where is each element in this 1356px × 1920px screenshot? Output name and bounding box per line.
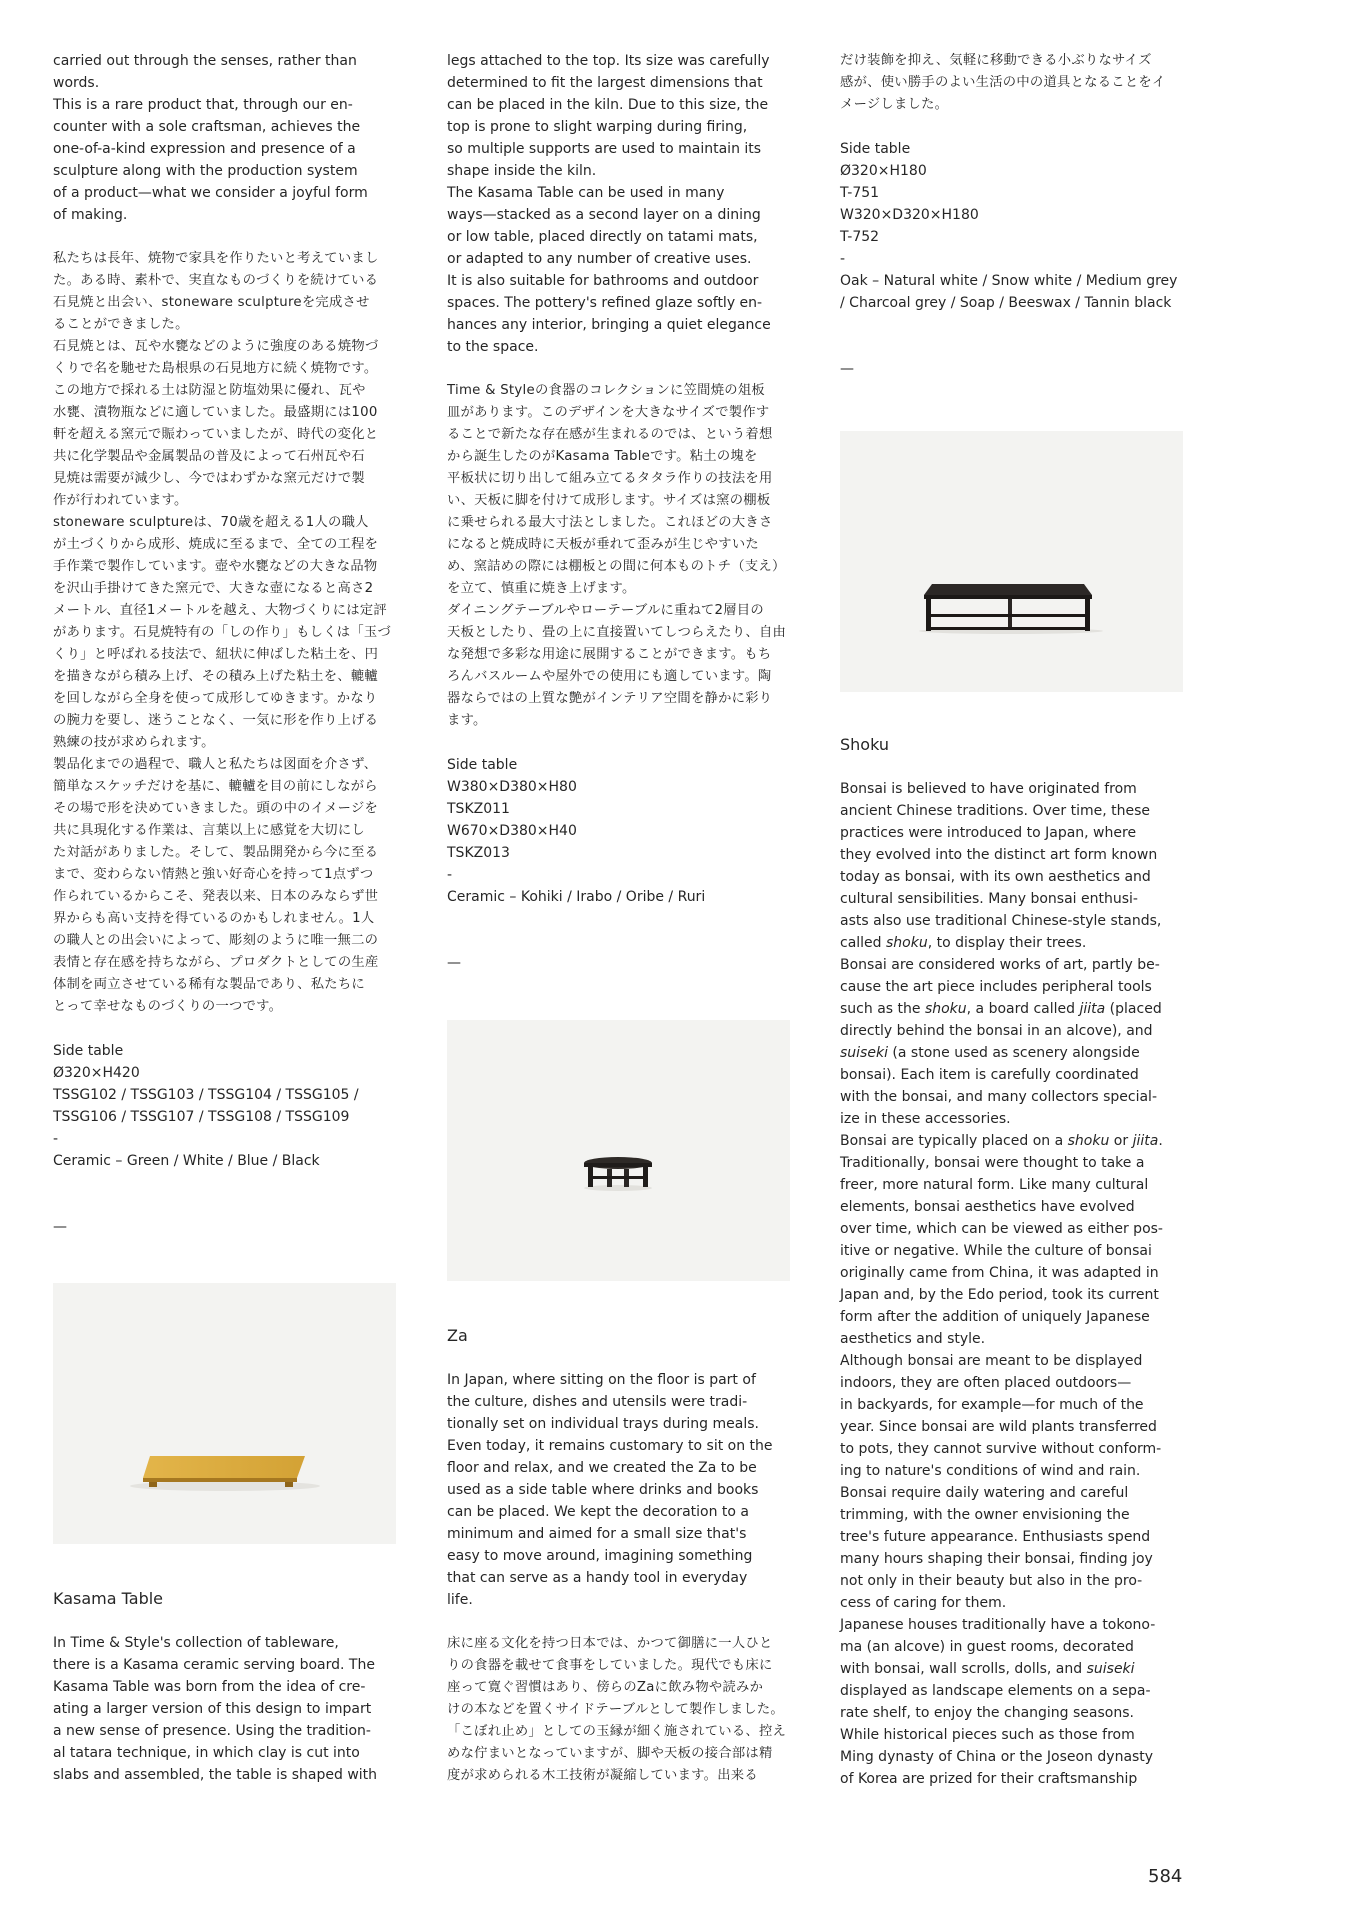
shoku-heading: Shoku: [840, 735, 889, 754]
kasama-table-illustration: [53, 1283, 396, 1544]
stoneware-spec: Side table Ø320×H420 TSSG102 / TSSG103 / TSSG104 / TSSG105 / TSSG106 / TSSG107 / TSSG108 / TSSG109 - Ceramic – Green / White / Blue / Black: [53, 1043, 359, 1169]
shoku-text-part: (placed directly behind the bonsai in an alcove), and: [840, 1001, 1162, 1039]
shoku-term: shoku: [924, 1001, 967, 1017]
shoku-text-part: or: [1109, 1133, 1133, 1149]
kasama-table-spec: Side table W380×D380×H80 TSKZ011 W670×D380×H40 TSKZ013 - Ceramic – Kohiki / Irabo / Oribe / Ruri: [447, 757, 706, 905]
kasama-table-description: [53, 1632, 398, 1786]
shoku-term: shoku: [1067, 1133, 1110, 1149]
kasama-table-text-en: In Time & Style's collection of tableware, there is a Kasama ceramic serving board. The Kasama Table was born from the idea of cre- ating a larger version of this design to impart a new sense of presence. Using the tradition- al tatara technique, in which clay is cut into slabs and assembled, the table is shaped with: [53, 1635, 378, 1783]
stoneware-text-jp: 私たちは長年、焼物で家具を作りたいと考えていまし た。ある時、素朴で、実直なものづくりを続けている 石見焼と出会い、stoneware sculptureを完成させ ることができました。 石見焼とは、瓦や水甕などのように強度のある焼物づ くりで名を馳せた島根県の石見地方に続く焼物です。 この地方で採れる土は防湿と防塩効果に優れ、瓦や 水甕、漬物瓶などに適していました。最盛期には100 軒を超える窯元で賑わっていましたが、時代の変化と 共に化学製品や金属製品の普及によって石州瓦や石 見焼は需要が減少し、今ではわずかな窯元だけで製 作が行われています。 stoneware sculptureは、70歳を超える1人の職人 が土づくりから成形、焼成に至るまで、全ての工程を 手作業で製作しています。壺や水甕などの大きな品物 を沢山手掛けてきた窯元で、大きな壺になると高さ2 メートル、直径1メートルを越え、大物づくりには定評 があります。石見焼特有の「しの作り」もしくは「玉づ くり」と呼ばれる技法で、紐状に伸ばした粘土を、円 を描きながら積み上げ、その積み上げた粘土を、轆轤 を回しながら全身を使って成形してゆきます。かなり の腕力を要し、迷うことなく、一気に形を作り上げる 熟練の技が求められます。 製品化までの過程で、職人と私たちは図面を介さず、 簡単なスケッチだけを基に、轆轤を目の前にしながら その場で形を決めていきました。頭の中のイメージを 共に具現化する作業は、言葉以上に感覚を大切にし た対話がありました。そして、製品開発から今に至る まで、変わらない情熱と強い好奇心を持って1点ずつ 作られているからこそ、発表以来、日本のみならず世 界からも高い支持を得ているのかもしれません。1人 の職人との出会いによって、彫刻のように唯一無二の 表情と存在感を持ちながら、プロダクトとしての生産 体制を両立させている稀有な製品であり、私たちに とって幸せなものづくりの一つです。: [53, 251, 392, 1014]
shoku-text-en: [840, 778, 1185, 1790]
jiita-term: jiita: [1132, 1133, 1159, 1149]
jiita-term: jiita: [1079, 1001, 1106, 1017]
shoku-text-part: (a stone used as scenery alongside bonsai). Each item is carefully coordinated with the bonsai, and many collectors special- ize in these accessories. Bonsai are typically placed on a: [840, 1045, 1157, 1149]
suiseki-term: suiseki: [1086, 1661, 1135, 1677]
column-1: [53, 50, 398, 1238]
za-description: [447, 1369, 792, 1787]
za-text-en: In Japan, where sitting on the floor is part of the culture, dishes and utensils were tradi- tionally set on individual trays during meals. Even today, it remains customary to sit on the floor and relax, and we created the Za to be used as a side table where drinks and books can be placed. We kept the decoration to a minimum and aimed for a small size that's easy to move around, imagining something that can serve as a handy tool in everyday life.: [447, 1372, 773, 1608]
kasama-table-photo: [53, 1283, 396, 1544]
shoku-description: [840, 778, 1185, 1790]
shoku-table-illustration: [840, 431, 1183, 692]
shoku-text-part: Bonsai is believed to have originated from ancient Chinese traditions. Over time, these practices were introduced to Japan, where they evolved into the distinct art form known today as bonsai, with its own aesthetics and cultural sensibilities. Many bonsai enthusi- asts also use traditional Chinese-style stands, called: [840, 781, 1162, 951]
shoku-text-part: , a board called: [966, 1001, 1080, 1017]
section-divider: —: [447, 955, 461, 971]
shoku-photo: [840, 431, 1183, 692]
kasama-table-text-en-continued: legs attached to the top. Its size was carefully determined to fit the largest dimensions that can be placed in the kiln. Due to this size, the top is prone to slight warping during firing, so multiple supports are used to maintain its shape inside the kiln. The Kasama Table can be used in many ways—stacked as a second layer on a dining or low table, placed directly on tatami mats, or adapted to any number of creative uses. It is also suitable for bathrooms and outdoor spaces. The pottery's refined glaze softly en- hances any interior, bringing a quiet elegance to the space.: [447, 53, 771, 355]
shoku-term: shoku: [886, 935, 928, 951]
kasama-intro-text-en: carried out through the senses, rather than words. This is a rare product that, through our en- counter with a sole craftsman, achieves the one-of-a-kind expression and presence of a sculpture along with the production system of a product—what we consider a joyful form of making.: [53, 53, 368, 223]
suiseki-term: suiseki: [840, 1045, 888, 1061]
shoku-text-part: . Traditionally, bonsai were thought to take a freer, more natural form. Like many cultural elements, bonsai aesthetics have evolved over time, which can be viewed as either pos- itive or negative. While the culture of bonsai originally came from China, it was adapted in Japan and, by the Edo period, took its current form after the addition of uniquely Japanese aesthetics and style. Although bonsai are meant to be displayed indoors, they are often placed outdoors— in backyards, for example—for much of the year. Since bonsai are wild plants transferred to pots, they cannot survive without conform- ing to nature's conditions of wind and rain. Bonsai require daily watering and careful trimming, with the owner envisioning the tree's future appearance. Enthusiasts spend many hours shaping their bonsai, finding joy not only in their beauty but also in the pro- cess of caring for them. Japanese houses traditionally have a tokono- ma (an alcove) in guest rooms, decorated with bonsai, wall scrolls, dolls, and: [840, 1133, 1163, 1677]
kasama-table-heading: Kasama Table: [53, 1589, 164, 1608]
shoku-text-part: displayed as landscape elements on a sepa- rate shelf, to enjoy the changing seasons. While historical pieces such as those from Ming dynasty of China or the Joseon dynasty of Korea are prized for their craftsmanship: [840, 1683, 1154, 1787]
section-divider: —: [840, 361, 854, 377]
za-photo: [447, 1020, 790, 1281]
column-2: [447, 50, 792, 974]
shoku-text-part: , to display their trees. Bonsai are considered works of art, partly be- cause the art piece includes peripheral tools such as the: [840, 935, 1160, 1017]
za-text-jp: 床に座る文化を持つ日本では、かつて御膳に一人ひと りの食器を載せて食事をしていました。現代でも床に 座って寛ぐ習慣はあり、傍らのZaに飲み物や読みか けの本などを置くサイドテーブルとして製作しました。 「こぼれ止め」としての玉縁が細く施されている、控え めな佇まいとなっていますが、脚や天板の接合部は精 度が求められる木工技術が凝縮しています。出来る: [447, 1636, 787, 1783]
za-text-jp-continued: だけ装飾を抑え、気軽に移動できる小ぶりなサイズ 感が、使い勝手のよい生活の中の道具となることをイ メージしました。: [840, 53, 1166, 112]
column-3: [840, 50, 1185, 380]
za-table-illustration: [447, 1020, 790, 1281]
page-number: 584: [1148, 1866, 1183, 1887]
section-divider: —: [53, 1219, 67, 1235]
za-heading: Za: [447, 1326, 468, 1345]
za-spec: Side table Ø320×H180 T-751 W320×D320×H180 T-752 - Oak – Natural white / Snow white / Medium grey / Charcoal grey / Soap / Beeswax / Tannin black: [840, 141, 1178, 311]
kasama-table-text-jp: Time & Styleの食器のコレクションに笠間焼の俎板 皿があります。このデザインを大きなサイズで製作す ることで新たな存在感が生まれるのでは、という着想 から誕生したのがKasama Tableです。粘土の塊を 平板状に切り出して組み立てるタタラ作りの技法を用 い、天板に脚を付けて成形します。サイズは窯の棚板 に乗せられる最大寸法としました。これほどの大きさ になると焼成時に天板が垂れて歪みが生じやすいた め、窯詰めの際には棚板との間に何本ものトチ（支え） を立て、慎重に焼き上げます。 ダイニングテーブルやローテーブルに重ねて2層目の 天板としたり、畳の上に直接置いてしつらえたり、自由 な発想で多彩な用途に展開することができます。もち ろんバスルームや屋外での使用にも適しています。陶 器ならではの上質な艶がインテリア空間を静かに彩り ます。: [447, 383, 787, 728]
